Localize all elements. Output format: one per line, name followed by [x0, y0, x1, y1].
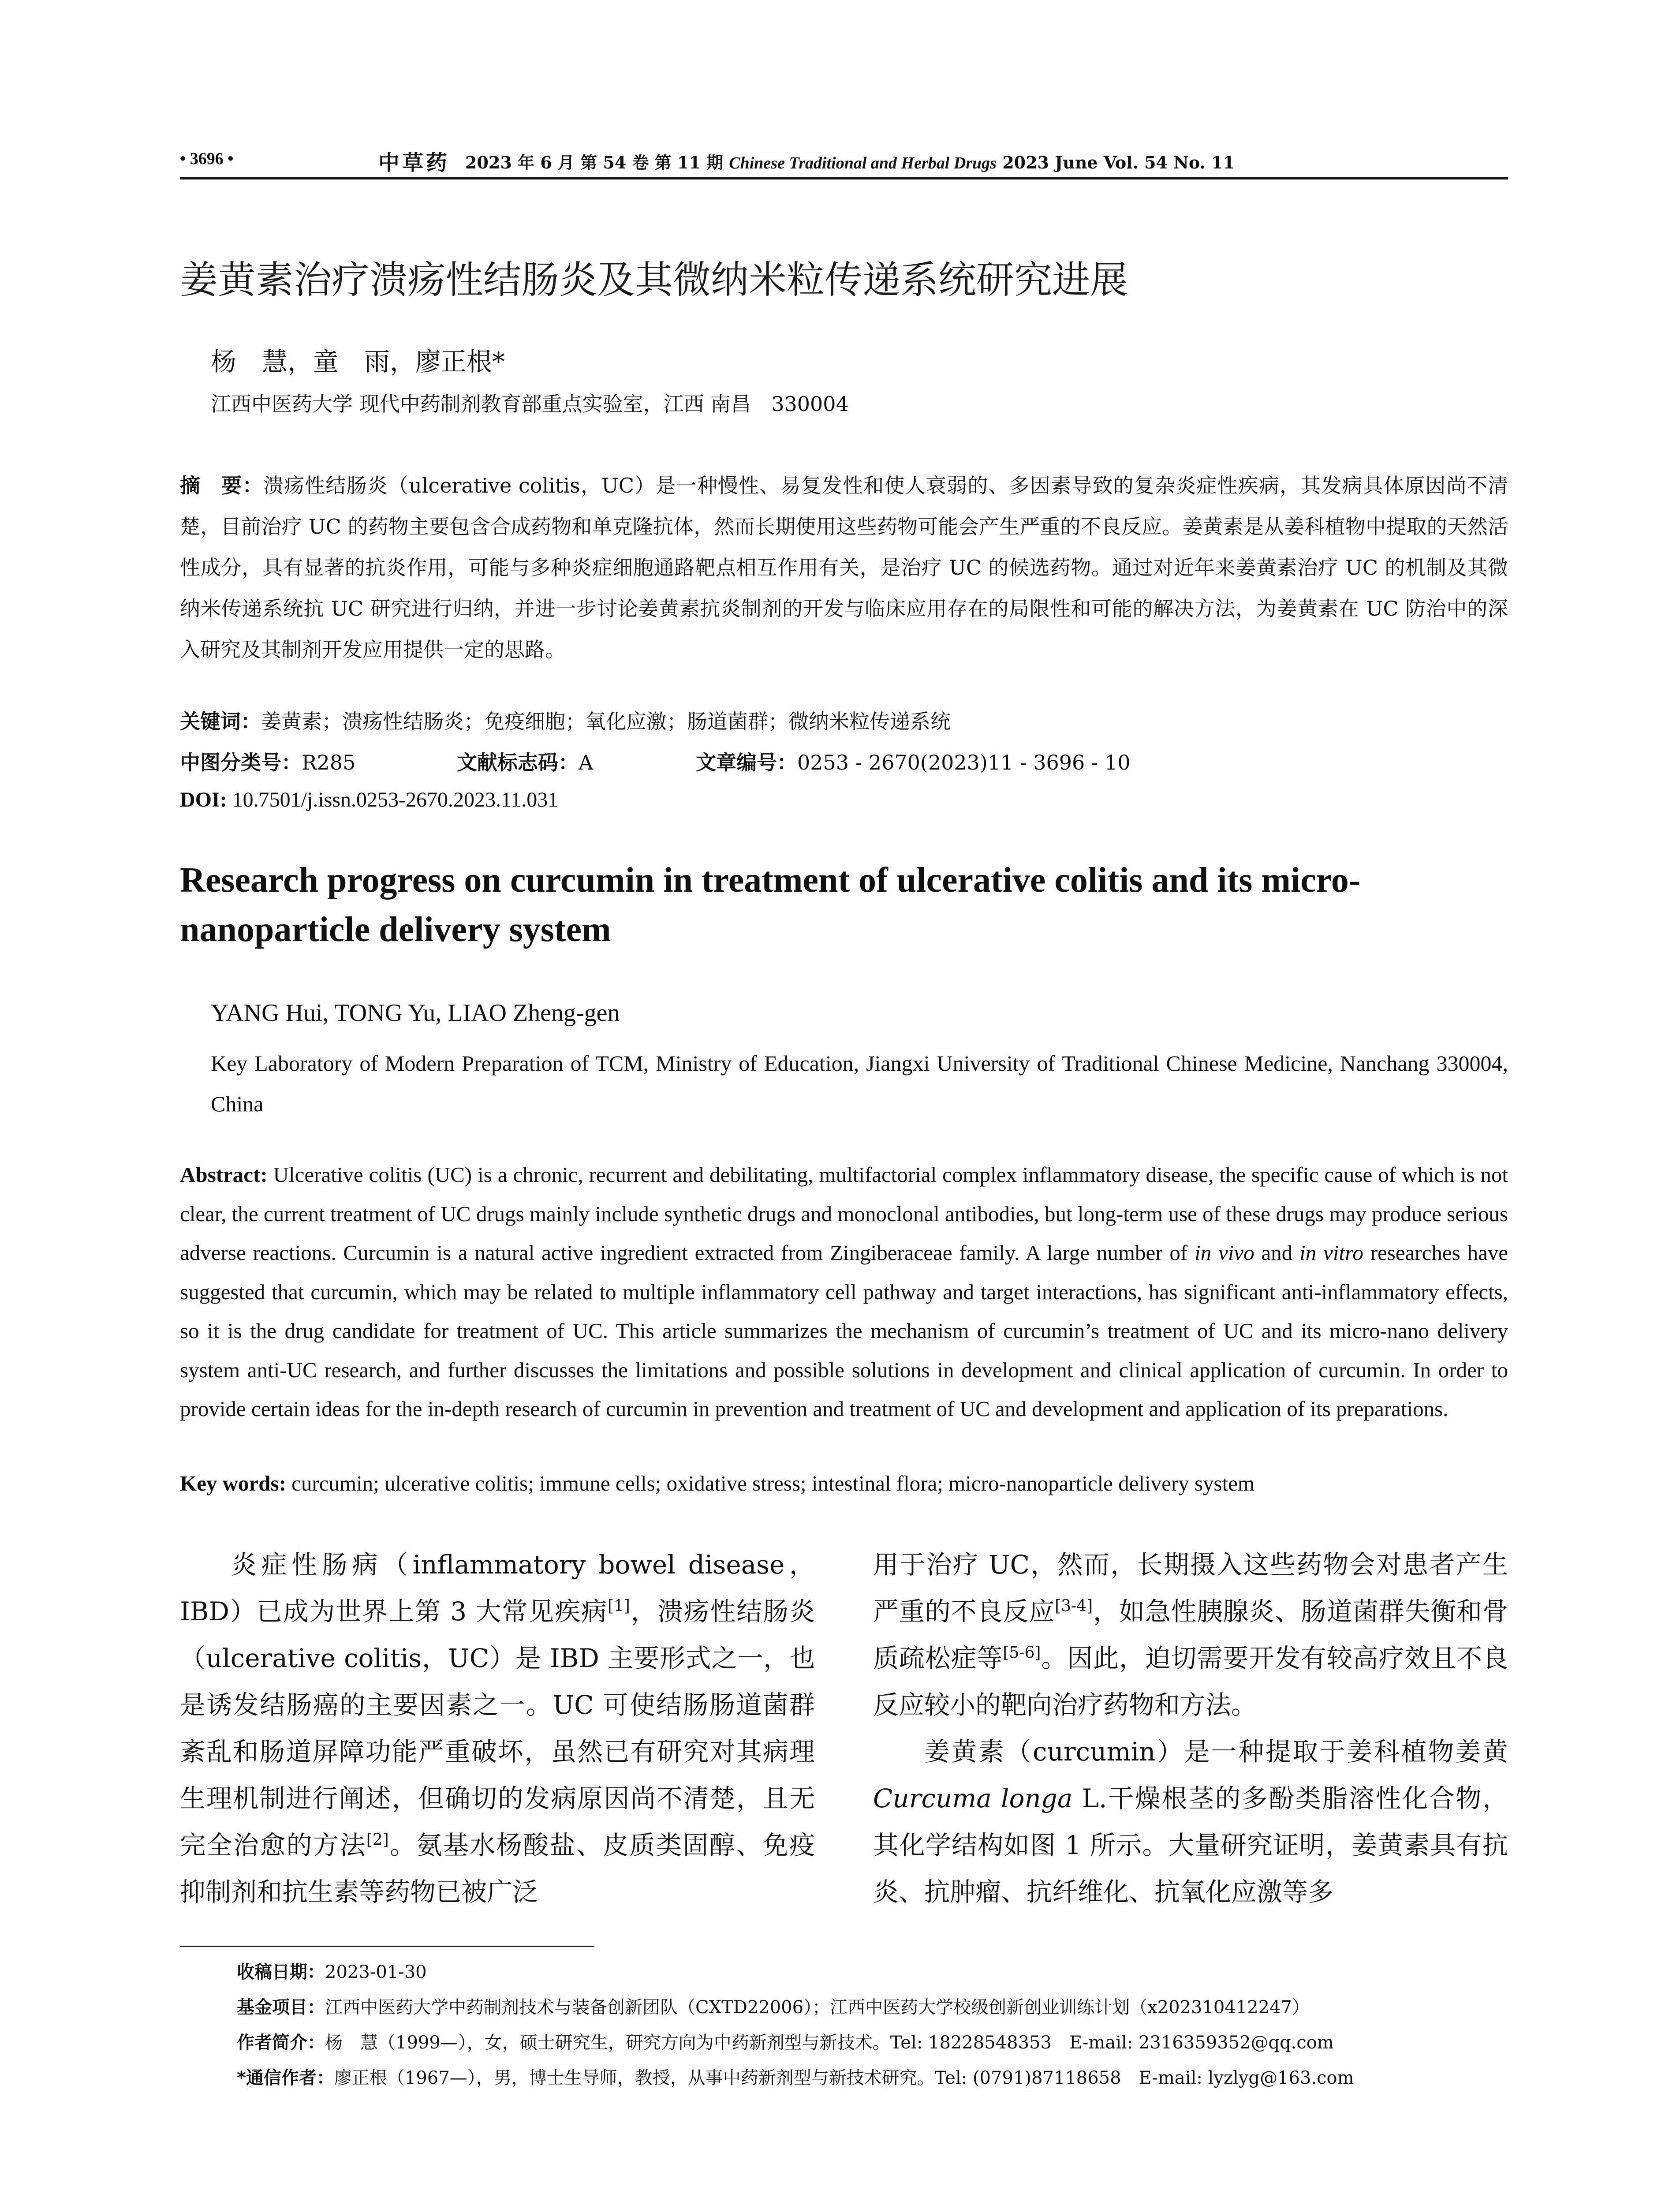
doc-code-label: 文献标志码： [457, 751, 579, 774]
abstract-en-part2: and [1261, 1241, 1293, 1265]
body-text: 。氨基水杨酸盐、皮质类固醇、免疫抑制剂和抗生素等药物已被广泛 [180, 1830, 815, 1907]
body-paragraph [873, 1728, 1508, 1915]
clc-value: R285 [302, 751, 356, 774]
abstract-en-label: Abstract: [180, 1162, 268, 1187]
citation: [1] [607, 1597, 630, 1615]
keywords-cn-label: 关键词： [180, 710, 261, 733]
issue-info [465, 149, 1235, 173]
received-value: 2023-01-30 [325, 1962, 427, 1982]
doc-code [457, 747, 593, 776]
body-column-right [873, 1541, 1508, 1915]
abstract-en-italic1: in vivo [1195, 1241, 1254, 1265]
abstract-en-part1: Ulcerative colitis (UC) is a chronic, recurrent and debilitating, multifactorial complex inflammatory disease, the specific cause of which is not clear, the current treatment of UC drugs mainly include synthetic drugs and monoclonal antibodies, but long-term use of these drugs may produce serious adverse reactions. Curcumin is a natural active ingredient extracted from Zingiberaceae family. A large number of [180, 1162, 1508, 1265]
doi-value: 10.7501/j.issn.0253-2670.2023.11.031 [232, 788, 559, 811]
article-number-label: 文章编号： [696, 751, 797, 774]
species-name: Curcuma longa [873, 1783, 1073, 1813]
body-paragraph [180, 1541, 815, 1915]
article-title-en: Research progress on curcumin in treatment of ulcerative colitis and its micro-nanoparticle delivery system [180, 861, 1361, 949]
journal-name-en: Chinese Traditional and Herbal Drugs [729, 154, 997, 172]
abstract-cn-text: 溃疡性结肠炎（ulcerative colitis，UC）是一种慢性、易复发性和使人衰弱的、多因素导致的复杂炎症性疾病，其发病具体原因尚不清楚，目前治疗 UC 的药物主要包含合成药物和单克隆抗体，然而长期使用这些药物可能会产生严重的不良反应。姜黄素是从姜科植物中提取的天然活性成分，具有显著的抗炎作用，可能与多种炎症细胞通路靶点相互作用有关，是治疗 UC 的候选药物。通过对近年来姜黄素治疗 UC 的机制及其微纳米传递系统抗 UC 研究进行归纳，并进一步讨论姜黄素抗炎制剂的开发与临床应用存在的局限性和可能的解决方法，为姜黄素在 UC 防治中的深入研究及其制剂开发应用提供一定的思路。 [180, 474, 1508, 662]
body-text: 。因此，迫切需要开发有较高疗效且不良反应较小的靶向治疗药物和方法。 [873, 1643, 1508, 1720]
clc-label: 中图分类号： [180, 751, 302, 774]
corresponding-value: 廖正根（1967—），男，博士生导师，教授，从事中药新剂型与新技术研究。Tel: (0791)87118658 E-mail: lyzlyg@163.com [334, 2068, 1354, 2088]
author-label: 作者简介： [237, 2033, 325, 2053]
header-rule [180, 177, 1508, 179]
body-text: L.干燥根茎的多酚类脂溶性化合物，其化学结构如图 1 所示。大量研究证明，姜黄素具有抗炎、抗肿瘤、抗纤维化、抗氧化应激等多 [873, 1783, 1508, 1907]
body-paragraph [873, 1541, 1508, 1728]
abstract-cn-label: 摘 要： [180, 474, 263, 497]
fund-value: 江西中医药大学中药制剂技术与装备创新团队（CXTD22006）；江西中医药大学校级创新创业训练计划（x202310412247） [325, 1997, 1310, 2018]
body-column-left [180, 1541, 815, 1915]
keywords-en-text: curcumin; ulcerative colitis; immune cells; oxidative stress; intestinal flora; micro-nanoparticle delivery system [291, 1471, 1255, 1495]
fund-label: 基金项目： [237, 1997, 325, 2018]
issue-cn: 2023 年 6 月 第 54 卷 第 11 期 [465, 153, 724, 172]
corresponding-label: *通信作者： [237, 2068, 334, 2088]
footnote-fund [237, 1993, 1310, 2018]
affiliation-en: Key Laboratory of Modern Preparation of TCM, Ministry of Education, Jiangxi University of Traditional Chinese Medicine, Nanchang 330004, China [211, 1051, 1508, 1116]
issue-en: 2023 June Vol. 54 No. 11 [1002, 153, 1235, 172]
abstract-en-part3: researches have suggested that curcumin, which may be related to multiple inflammatory cell pathway and target interactions, has significant anti-inflammatory effects, so it is the drug candidate for treatment of UC. This article summarizes the mechanism of curcumin’s treatment of UC and its micro-nano delivery system anti-UC research, and further discusses the limitations and possible solutions in development and clinical application of curcumin. In order to provide certain ideas for the in-depth research of curcumin in prevention and treatment of UC and development and application of its preparations. [180, 1241, 1508, 1421]
body-text: ，如急性胰腺炎、肠道菌群失衡和骨质疏松症等 [873, 1596, 1508, 1673]
doc-code-value: A [579, 751, 594, 774]
body-text: 炎症性肠病（inflammatory bowel disease，IBD）已成为世界上第 3 大常见疾病 [180, 1550, 815, 1626]
classification-row [180, 747, 355, 776]
keywords-cn [180, 706, 951, 735]
article-number [696, 747, 1131, 776]
abstract-cn [180, 465, 1508, 670]
keywords-en [180, 1471, 1508, 1496]
footnote-author [237, 2029, 1334, 2054]
footnote-corresponding [237, 2064, 1354, 2089]
article-title-cn: 姜黄素治疗溃疡性结肠炎及其微纳米粒传递系统研究进展 [180, 258, 1128, 302]
authors-cn: 杨 慧，童 雨，廖正根* [211, 347, 505, 377]
citation: [2] [366, 1831, 389, 1849]
journal-name-cn: 中草药 [378, 150, 450, 175]
abstract-en-italic2: in vitro [1299, 1241, 1363, 1265]
citation: [3-4] [1055, 1597, 1093, 1615]
keywords-en-label: Key words: [180, 1471, 286, 1495]
affiliation-cn: 江西中医药大学 现代中药制剂教育部重点实验室，江西 南昌 330004 [211, 392, 849, 416]
footnote-received [237, 1958, 427, 1983]
doi-label: DOI: [180, 788, 227, 811]
authors-en: YANG Hui, TONG Yu, LIAO Zheng-gen [211, 999, 620, 1027]
body-text: 姜黄素（curcumin）是一种提取于姜科植物姜黄 [924, 1737, 1508, 1767]
page-number: • 3696 • [180, 149, 234, 168]
received-label: 收稿日期： [237, 1962, 325, 1982]
article-number-value: 0253 - 2670(2023)11 - 3696 - 10 [797, 751, 1131, 774]
footnote-rule [180, 1946, 594, 1947]
body-text: 用于治疗 UC，然而，长期摄入这些药物会对患者产生严重的不良反应 [873, 1550, 1508, 1626]
doi-row [180, 788, 558, 812]
body-text: ，溃疡性结肠炎（ulcerative colitis，UC）是 IBD 主要形式之一，也是诱发结肠癌的主要因素之一。UC 可使结肠肠道菌群紊乱和肠道屏障功能严重破坏，虽然已有研究对其病理生理机制进行阐述，但确切的发病原因尚不清楚，且无完全治愈的方法 [180, 1596, 815, 1860]
author-value: 杨 慧（1999—），女，硕士研究生，研究方向为中药新剂型与新技术。Tel: 18228548353 E-mail: 2316359352@qq.com [325, 2033, 1334, 2053]
keywords-cn-text: 姜黄素；溃疡性结肠炎；免疫细胞；氧化应激；肠道菌群；微纳米粒传递系统 [261, 710, 951, 733]
citation: [5-6] [1003, 1644, 1041, 1662]
abstract-en [180, 1155, 1508, 1429]
